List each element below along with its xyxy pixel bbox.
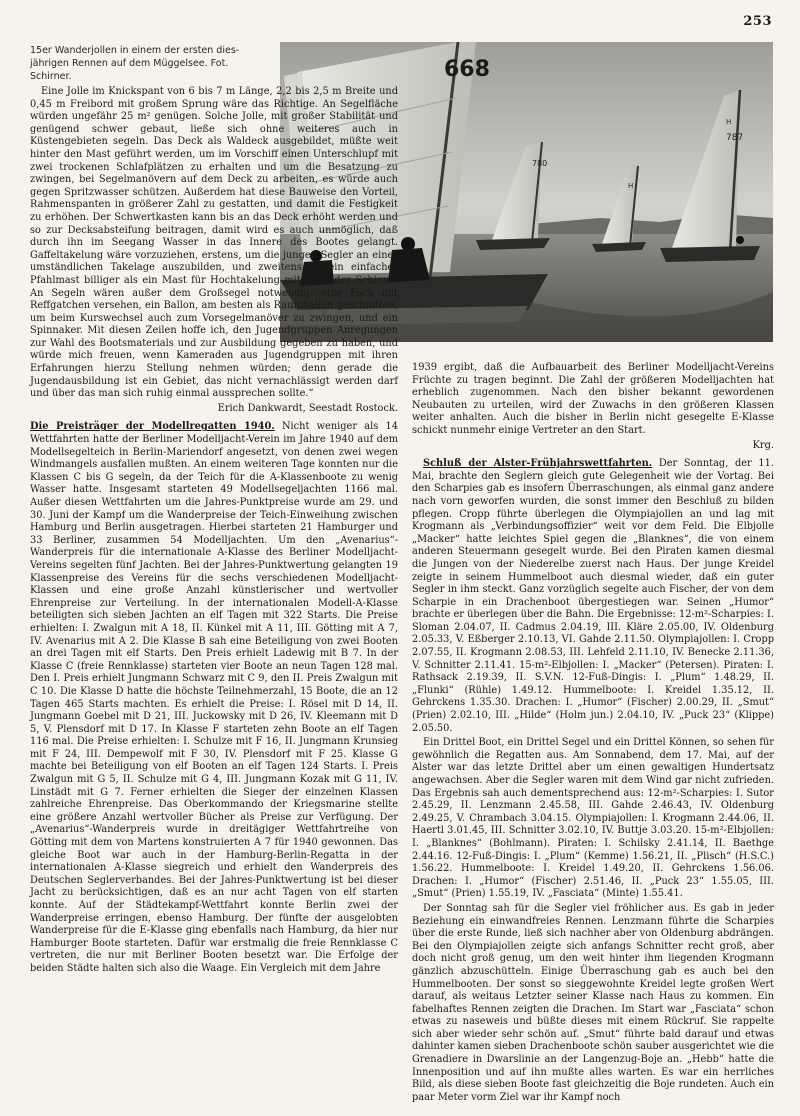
alster-paragraph-2: Ein Drittel Boot, ein Drittel Segel und ein Drittel Können, so sehen für gewöhnlich die Regatten aus. Am Sonnabend, dem 17. Mai, auf der Alster war das letzte Drittel aber um einen gewaltigen Hundertsatz angewachsen. Aber die Segler waren mit dem Wind gar nicht zufrieden. Das Ergebnis sah auch dementsprechend aus: 12-m²-Scharpies: I. Sutor 2.45.29, II. Lenzmann 2.45.58, III. Gahde 2.46.43, IV. Oldenburg 2.49.25, V. Chrambach 3.04.15. Olympiajollen: I. Krogmann 2.44.06, II. Haertl 3.01.45, III. Schnitter 3.02.10, IV. Buttje 3.03.20. 15-m²-Elbjollen: I. „Blanknes“ (Bohlmann). Piraten: I. Schilsky 2.41.14, II. Baethge 2.44.16. 12-Fuß-Dingis: I. „Plum“ (Kemme) 1.56.21, II. „Plisch“ (H.S.C.) 1.56.22. Hummelboote: I. Kreidel 1.49.20, II. Gehrckens 1.56.06. Drachen: I. „Humor“ (Fischer) 2.51.46, II. „Puck 23“ 1.55.05, III. „Smut“ (Prien) 1.55.19, IV. „Fasciata“ (Minte) 1.55.41. bbox=[412, 737, 774, 900]
alster-heading: Schluß der Alster-Frühjahrswettfahrten. bbox=[423, 458, 653, 470]
page-number: 253 bbox=[743, 14, 772, 29]
intro-paragraph: Eine Jolle im Knickspant von 6 bis 7 m Länge, 2,2 bis 2,5 m Breite und 0,45 m Freibord mit großem Sprung wäre das Richtige. An Segelfläche würden ungefähr 25 m² genügen. Solche Jolle, mit großer Stabilität und genügend schwer gebaut, ließe sich ohne weiteres auch in Küstengebieten segeln. Das Deck als Waldeck ausgebildet, müßte weit hinter den Mast geführt werden, um im Vorschiff einen Unterschlupf mit zwei trockenen Schlafplätzen zu erhalten und um die Besatzung zu zwingen, bei Segelmanövern auf dem Deck zu arbeiten, es würde auch gegen Spritzwasser schützen. Außerdem hat diese Bauweise den Vorteil, Rahmenspanten in größerer Zahl zu gestatten, und damit die Festigkeit zu erhöhen. Der Schwertkasten kann bis an das Deck erhöht werden und so zur Decksabsteifung beitragen, damit wird es auch unmöglich, daß durch ihn im Seegang Wasser in das Innere des Bootes gelangt. Gaffeltakelung wäre vorzuziehen, erstens, um die jungen Segler an einer umständlichen Takelage auszubilden, und zweitens ist ein einfacher Pfahlmast billiger als ein Mast für Hochtakelung mit Nut oder Schiene. An Segeln wären außer dem Großsegel notwendig: eine Fock mit Reffgatchen versehen, ein Ballon, am besten als Raumballon geschnitten, um beim Kurswechsel auch zum Vorsegelmanöver zu zwingen, und ein Spinnaker. Mit diesen Zeilen hoffe ich, den Jugendgruppen Anregungen zur Wahl des Bootsmaterials und zur Ausbildung gegeben zu haben, und würde mich freuen, wenn Kameraden aus Jugendgruppen mit ihren Erfahrungen hierzu Stellung nehmen würden; denn gerade die Jugendausbildung ist ein Gebiet, das nicht vernachlässigt werden darf und über das man sich ruhig einmal aussprechen sollte.“ bbox=[30, 86, 398, 400]
left-column bbox=[30, 86, 398, 978]
continuation-signature: Krg. bbox=[752, 439, 774, 451]
sail-letter-h-mid: H bbox=[628, 182, 634, 190]
photo-caption: 15er Wanderjollen in einem der ersten dies-jährigen Rennen auf dem Müggelsee. Fot. Schirner. bbox=[30, 45, 240, 82]
regatta-text: Nicht weniger als 14 Wettfahrten hatte der Berliner Modelljacht-Verein im Jahre 1940 auf dem Modellsegelteich in Berlin-Mariendorf angesetzt, von denen zwei wegen Windmangels ausfallen mußten. An einem weiteren Tage konnten nur die Klassen C bis G segeln, da der Teich für die A-Klassenboote zu wenig Wasser hatte. Insgesamt starteten 49 Modellsegeljachten 1166 mal. Außer diesen Wettfahrten um die Jahres-Punktpreise wurde am 29. und 30. Juni der Kampf um die Wanderpreise der Teich-Einweihung zwischen Hamburg und Berlin ausgetragen. Hierbei starteten 21 Hamburger und 33 Berliner, zusammen 54 Modelljachten. Um den „Avenarius“-Wanderpreis für die internationale A-Klasse des Berliner Modelljacht-Vereins segelten fünf Jachten. Bei der Jahres-Punktwertung gelangten 19 Klassenpreise des Vereins für die sechs verschiedenen Modelljacht-Klassen und eine große Anzahl künstlerischer und wertvoller Ehrenpreise zur Verteilung. In der internationalen Modell-A-Klasse beteiligten sich sieben Jachten an elf Tagen mit 322 Starts. Die Preise erhielten: I. Zwalgun mit A 18, II. Künkel mit A 11, III. Götting mit A 7, IV. Avenarius mit A 2. Die Klasse B sah eine Beteiligung von zwei Booten an drei Tagen mit elf Starts. Den Preis erhielt Ladewig mit B 7. In der Klasse C (freie Rennklasse) starteten vier Boote an neun Tagen 128 mal. Den I. Preis erhielt Jungmann Schwarz mit C 9, den II. Preis Zwalgun mit C 10. Die Klasse D hatte die höchste Teilnehmerzahl, 15 Boote, die an 12 Tagen 465 Starts machten. Es erhielt die Preise: I. Rösel mit D 14, II. Jungmann Goebel mit D 21, III. Juckowsky mit D 26, IV. Kleemann mit D 5, V. Plensdorf mit D 17. In Klasse F starteten zehn Boote an elf Tagen 116 mal. Die Preise erhielten: I. Schulze mit F 16, II. Jungmann Krunsieg mit F 24, III. Dempewolf mit F 30, IV. Plensdorf mit F 25. Klasse G machte bei Beteiligung von elf Booten an elf Tagen 124 Starts. I. Preis Zwalgun mit G 5, II. Schulze mit G 4, III. Jungmann Kozak mit G 11, IV. Linstädt mit G 7. Ferner erhielten die Sieger der einzelnen Klassen zahlreiche Ehrenpreise. Das Oberkommando der Kriegsmarine stellte eine größere Anzahl wertvoller Bücher als Preise zur Verfügung. Der „Avenarius“-Wanderpreis wurde in dreitägiger Wettfahrtreihe von Götting mit dem von Martens konstruierten A 7 für 1940 gewonnen. Das gleiche Boot war auch in der Hamburg-Berlin-Regatta in der internationalen A-Klasse siegreich und erhielt den Wanderpreis des Deutschen Seglerverbandes. Bei der Jahres-Punktwertung ist bei dieser Jacht zu berücksichtigen, daß es an nur acht Tagen von elf starten konnte. Auf der Städtekampf-Wettfahrt konnte Berlin zwei der Wanderpreise erringen, ebenso Hamburg. Der fünfte der ausgelobten Wanderpreise für die E-Klasse ging ebenfalls nach Hamburg, da hier nur Hamburger Boote starteten. Dafür war erstmalig die freie Rennklasse C vertreten, die nur mit Berliner Booten besetzt war. Die Erfolge der beiden Städte halten sich also die Waage. Ein Vergleich mit dem Jahre bbox=[30, 421, 398, 974]
sail-number-780: 780 bbox=[532, 159, 548, 168]
alster-text-1: Der Sonntag, der 11. Mai, brachte den Seglern gleich gute Gelegenheit wie der Vortag. Bei den Scharpies gab es insofern Überraschungen, als einmal ganz andere nach vorn geworfen wurden, die sonst immer den Beschluß zu bilden pflegen. Cropp führte überlegen die Olympiajollen an und lag mit Krogmann als „Verbindungsoffizier“ weit vor dem Feld. Die Elbjolle „Macker“ hatte leichtes Spiel gegen die „Blanknes“, die von einem anderen Steuermann gesegelt wurde. Bei den Piraten kamen diesmal die Jungen von der Niederelbe zuerst nach Haus. Der junge Kreidel zeigte in seinem Hummelboot auch diesmal wieder, daß ein guter Segler in ihm steckt. Ganz vorzüglich segelte auch Fischer, der von dem Scharpie in ein Drachenboot übergestiegen war. Seinen „Humor“ brachte er überlegen über die Bahn. Die Ergebnisse: 12-m²-Scharpies: I. Sloman 2.04.07, II. Cadmus 2.04.19, III. Kläre 2.05.00, IV. Oldenburg 2.05.33, V. Eßberger 2.10.13, VI. Gahde 2.11.50. Olympiajollen: I. Cropp 2.07.55, II. Krogmann 2.08.53, III. Lehfeld 2.11.10, IV. Benecke 2.11.36, V. Schnitter 2.11.41. 15-m²-Elbjollen: I. „Macker“ (Petersen). Piraten: I. Rathsack 2.19.39, II. S.V.N. 12-Fuß-Dingis: I. „Plum“ 1.48.29, II. „Flunki“ (Rühle) 1.49.12. Hummelboote: I. Kreidel 1.35.12, II. Gehrckens 1.35.30. Drachen: I. „Humor“ (Fischer) 2.00.29, II. „Smut“ (Prien) 2.02.10, III. „Hilde“ (Holm jun.) 2.04.10, IV. „Puck 23“ (Klippe) 2.05.50. bbox=[412, 458, 774, 734]
right-column bbox=[412, 362, 774, 1106]
continuation-paragraph: 1939 ergibt, daß die Aufbauarbeit des Berliner Modelljacht-Vereins Früchte zu tragen beginnt. Die Zahl der größeren Modelljachten hat erheblich zugenommen. Nach den bisher bekannt gewordenen Neubauten zu urteilen, wird der Zuwachs in den größeren Klassen weiter anhalten. Auch die bisher in Berlin nicht gesegelte E-Klasse schickt nunmehr einige Vertreter an den Start. bbox=[412, 362, 774, 436]
sail-letter-h-right: H bbox=[726, 118, 732, 126]
sail-number-668: 668 bbox=[444, 57, 490, 82]
alster-paragraph-1 bbox=[412, 458, 774, 735]
sail-number-787: 787 bbox=[726, 133, 744, 143]
alster-paragraph-3: Der Sonntag sah für die Segler viel fröhlicher aus. Es gab in jeder Beziehung ein einwandfreies Rennen. Lenzmann führte die Scharpies über die erste Runde, ließ sich nachher aber von Oldenburg abdrängen. Bei den Olympiajollen zeigte sich anfangs Schnitter recht groß, aber doch nicht groß genug, um den weit hinter ihm liegenden Krogmann gänzlich abzuschütteln. Einige Überraschung gab es auch bei den Hummelbooten. Der sonst so sieggewohnte Kreidel legte großen Wert darauf, als weitaus Letzter seiner Klasse nach Haus zu kommen. Ein fabelhaftes Rennen zeigten die Drachen. Im Start war „Fasciata“ schon etwas zu naseweis und büßte dieses mit einem Rückruf. Sie rappelte sich aber wieder sehr schön auf. „Smut“ führte bald darauf und etwas dahinter kamen sieben Drachenboote schön sauber ausgerichtet wie die Grenadiere in Dwarslinie an der Langenzug-Boje an. „Hebb“ hatte die Innenposition und auf ihn mußte alles warten. Es war ein herrliches Bild, als diese sieben Boote fast gleichzeitig die Boje rundeten. Auch ein paar Meter vorm Ziel war ihr Kampf noch bbox=[412, 902, 774, 1103]
regatta-paragraph bbox=[30, 421, 398, 975]
regatta-heading: Die Preisträger der Modellregatten 1940. bbox=[30, 421, 275, 433]
intro-signature: Erich Dankwardt, Seestadt Rostock. bbox=[217, 402, 398, 414]
